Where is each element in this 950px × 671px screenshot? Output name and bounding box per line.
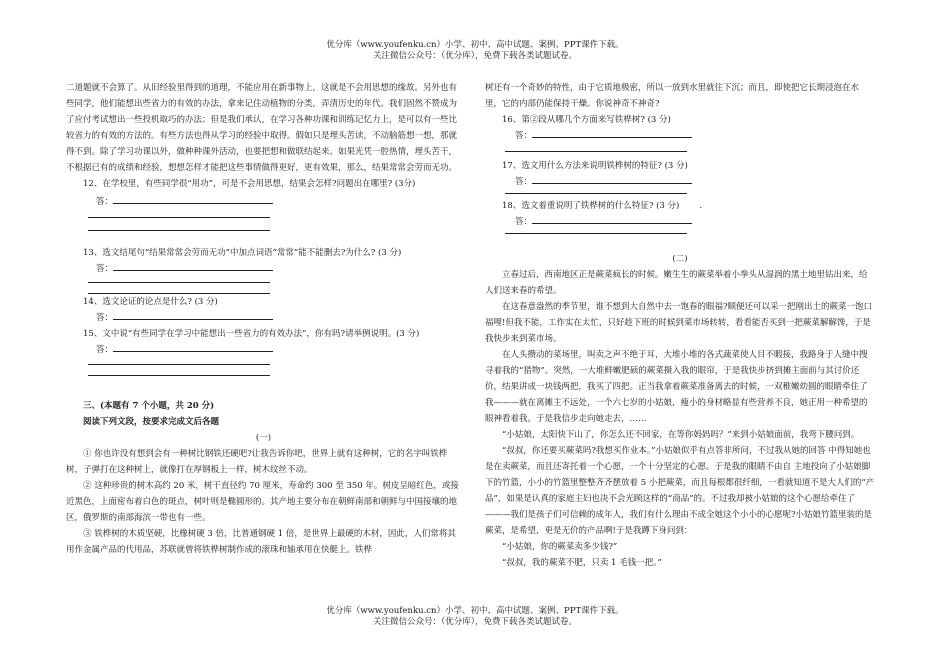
answer-line-14[interactable]: 答：	[96, 310, 461, 326]
answer-line-18[interactable]: 答：	[515, 214, 875, 230]
question-18: 18、选文着重说明了铁桦树的什么特征? (3 分) .	[502, 201, 703, 211]
answer-line[interactable]	[505, 193, 687, 194]
story-paragraph-4: “小姑娘，太阳快下山了，你怎么还不回家，在等你妈妈吗？”来到小姑娘面前，我弯下腰问到。	[502, 430, 860, 440]
answer-line[interactable]	[88, 375, 270, 376]
story-paragraph-2: 在这春意盎然的季节里，谁不想到大自然中去一饱春的眼福?顺便还可以采一把刚出土的蕨菜一饱口福哩!但我不能，工作实在太忙，只好趁下班的时候到菜市场转转，看看能否买到一把蕨菜解解馋，于是我快步来到菜市场。	[485, 302, 873, 344]
answer-line[interactable]	[88, 364, 270, 365]
answer-line-13[interactable]: 答：	[96, 261, 461, 277]
answer-line-15[interactable]: 答：	[96, 342, 461, 358]
page-header	[0, 40, 950, 62]
footer-line-1: 优分库（www.youfenku.cn）小学、初中、高中试题、案例、PPT课件下载。	[326, 606, 624, 616]
story-paragraph-6: “小姑娘，你的蕨菜卖多少钱?”	[502, 542, 618, 552]
question-12: 12、在学校里，有些同学很“用功”，可是不会用思想，结果会怎样?问题出在哪里? (3分)	[83, 179, 416, 189]
story-paragraph-7: “叔叔，我的蕨菜不肥，只卖 1 毛钱一把。”	[502, 558, 662, 568]
question-13: 13、选文结尾句“结果常常会劳而无功”中加点词语“常常”能不能删去?为什么? (3 分)	[83, 248, 402, 258]
passage-paragraph: 二道题就不会算了。从旧经验里得到的道理，不能应用在新事物上，这就是不会用思想的缘故。另外也有些同学，他们能想出些省力的有效的办法，拿来记住动植物的分类，弄清历史的年代。我们固然不赞成为了应付考试想出一些投机取巧的办法；但是我们承认，在学习各种功课和训练记忆力上，是可以有一些比较省力的有效的方法的。有些方法也得从学习的经验中取得。假如只是埋头苦读，不动脑筋想一想，那就得不到。除了学习功课以外，做种种课外活动，也要把想和做联结起来。如果光凭一腔热情，埋头苦干，不根据已有的成绩和经验，想想怎样才能把这些事情做得更好，更有效果，那么，结果常常会劳而无功。	[66, 83, 458, 173]
footer-line-2: 关注微信公众号：（优分库），免费下载各类试题试卷。	[372, 617, 577, 627]
answer-line[interactable]	[505, 233, 687, 234]
header-line-2: 关注微信公众号：（优分库），免费下载各类试题试卷。	[372, 51, 577, 61]
answer-line-12[interactable]: 答：	[96, 194, 461, 210]
header-line-1: 优分库（www.youfenku.cn）小学、初中、高中试题、案例、PPT课件下载。	[326, 40, 624, 50]
answer-line[interactable]	[88, 230, 270, 231]
paragraph-3: ③ 铁桦树的木质坚硬，比橡树硬 3 倍，比普通钢硬 1 倍，是世界上最硬的木材，因此，人们常将其用作金属产品的代用品，苏联就曾将铁桦树制作成的滚珠和轴承用在快艇上。铁桦	[66, 529, 456, 555]
story-paragraph-1: 立春过后，西南地区正是蕨菜疯长的时候。嫩生生的蕨菜举着小拳头从湿润的黑土地里钻出来，给人们送来春的希望。	[485, 270, 868, 296]
question-15: 15、文中说“有些同学在学习中能想出一些省力的有效办法”，你有吗?请举例说明。(3 分)	[83, 329, 420, 339]
question-17: 17、选文用什么方法来说明铁桦树的特征? (3 分)	[502, 161, 688, 171]
answer-line[interactable]	[88, 217, 270, 218]
section-3-title: 三、(本题有 7 个小题，共 20 分)	[83, 401, 215, 411]
paragraph-2: ② 这种珍贵的树木高约 20 米，树干直径约 70 厘米，寿命约 300 至 350 年。树皮呈暗红色，或接近黑色，上面密布着白色的斑点，树叶则是椭圆形的。其产地主要分布在朝鲜南部和朝鲜与中国接壤的地区，俄罗斯的南部海滨一带也有一些。	[66, 481, 459, 523]
section-3-instructions: 阅读下列文段，按要求完成文后各题	[83, 417, 220, 427]
story-paragraph-3: 在人头攒动的菜场里，叫卖之声不绝于耳，大堆小堆的各式蔬菜使人目不暇接，我路身于人缝中搜寻着我的“猎物”。突然，一大堆鲜嫩肥硕的蕨菜摄入我的眼帘，于是我快步挤到摊主面前与其讨价还价，结果讲成一块钱两把，我买了四把。正当我拿着蕨菜准备离去的时候，一双稚嫩幼圆的眼睛牵住了我———就在离摊主不远处，一个六七岁的小姑娘，瘦小的身材略显有些营养不良，她正用一种希望的眼神看着我。于是我信步走向她走去，……	[485, 350, 868, 424]
story-paragraph-5: “叔叔，你还要买蕨菜吗?我想买作业本。”小姑娘似乎有点答非所问，不过我从她的回答 中得知她也是在卖蕨菜，而且还寄托着一个心愿，一个十分坚定的心愿。于是我的眼睛不由自 主地投向了小姑娘脚下的竹篮，小小的竹篮里整整齐齐摆放着 5 小把蕨菜，而且每根都很纤细，一看就知道不是大人们的“产品”，如果是认真的家庭主妇也决不会光顾这样的“商品”的。不过我却被小姑娘的这个心愿给牵住了———我们是孩子们可信赖的成年人，我们有什么理由不成全她这个小小的心愿呢?小姑娘竹篮里装的是蕨菜，是希望，更是无价的产品啊!于是我蹲下身问到：	[485, 446, 875, 536]
right-column	[485, 80, 875, 571]
question-16: 16、第②段从哪几个方面来写铁桦树? (3 分)	[502, 115, 671, 125]
part-2-label: (二)	[672, 254, 688, 264]
answer-line[interactable]	[505, 151, 687, 152]
question-14: 14、选文论证的论点是什么? (3 分)	[83, 297, 218, 307]
page-footer	[0, 606, 950, 628]
part-1-label: (一)	[255, 433, 272, 443]
paragraph-3-continued: 树还有一个奇妙的特性，由于它质地极密，所以一放到水里就往下沉；而且，即使把它长期浸泡在水里，它的内部仍能保持干燥。你说神奇不神奇?	[485, 83, 860, 109]
answer-line[interactable]	[88, 282, 270, 283]
answer-line-17[interactable]: 答：	[515, 174, 875, 190]
left-column	[66, 80, 461, 558]
paragraph-1: ① 你也许没有想到会有一种树比钢铁还硬吧?让我告诉你吧，世界上就有这种树，它的名字叫铁桦树，子弹打在这种树上，就像打在厚钢板上一样，树木纹丝不动。	[66, 449, 448, 475]
answer-line-16[interactable]: 答：	[515, 128, 875, 144]
